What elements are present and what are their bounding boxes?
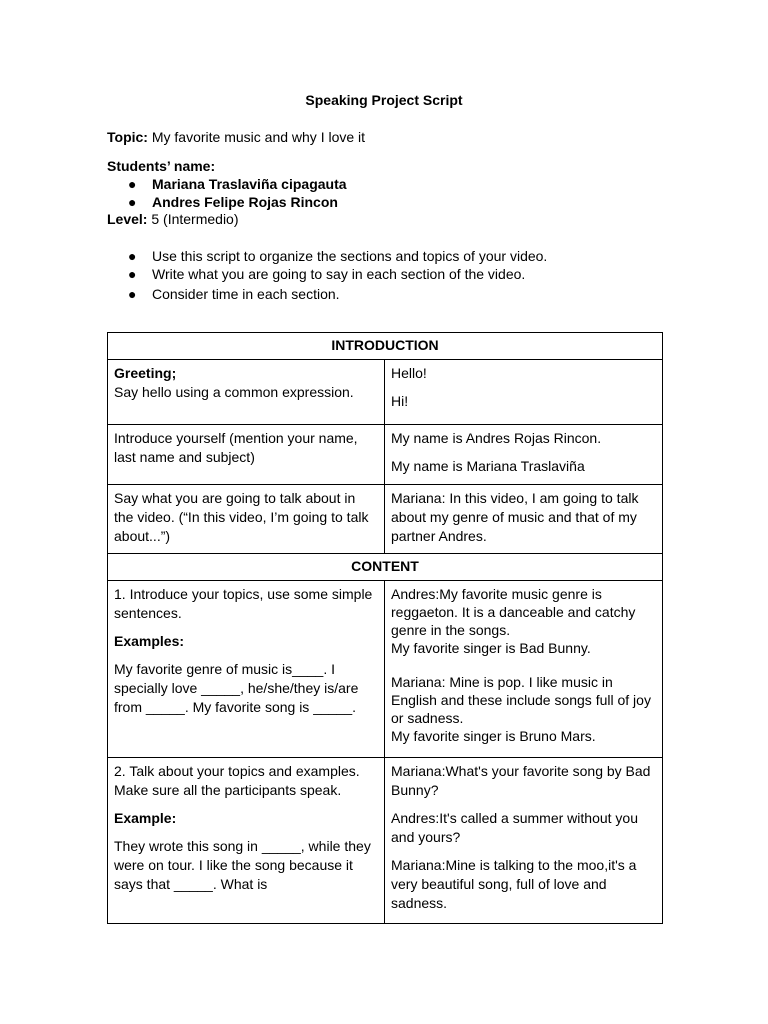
- topics-answer: Andres:My favorite music genre is reggaeton. It is a danceable and catchy genre in the songs.: [391, 586, 636, 638]
- topic-value: My favorite music and why I love it: [151, 129, 366, 145]
- bullet-icon: ●: [128, 286, 137, 302]
- talk-about-answer-cell: [385, 485, 663, 554]
- topics-answer: My favorite singer is Bruno Mars.: [391, 728, 596, 744]
- table-row: [108, 581, 663, 758]
- students-label: Students’ name:: [107, 158, 216, 174]
- level-value: 5 (Intermedio): [151, 211, 239, 227]
- student-name-item: [128, 194, 338, 211]
- topic-label: Topic:: [107, 129, 148, 145]
- bullet-icon: ●: [128, 266, 137, 282]
- introduce-prompt: Introduce yourself (mention your name, last name and subject): [114, 430, 358, 465]
- instruction-text: Use this script to organize the sections and topics of your video.: [152, 248, 548, 264]
- topics-answer: My favorite singer is Bad Bunny.: [391, 640, 591, 656]
- talk-topics-example: They wrote this song in _____, while they were on tour. I like the song because it says that _____. What is: [114, 838, 371, 892]
- script-table: [107, 332, 663, 924]
- examples-label: Examples:: [114, 633, 185, 649]
- greeting-prompt: Say hello using a common expression.: [114, 384, 354, 400]
- topics-answer-cell: [385, 581, 663, 758]
- instruction-text: Write what you are going to say in each section of the video.: [152, 266, 526, 282]
- instruction-item: [128, 266, 525, 283]
- greeting-answer: Hi!: [391, 393, 409, 409]
- introduce-answer-cell: [385, 425, 663, 485]
- introduce-answer: My name is Mariana Traslaviña: [391, 458, 585, 474]
- student-name: Andres Felipe Rojas Rincon: [152, 194, 338, 210]
- greeting-label: Greeting;: [114, 365, 177, 381]
- talk-topics-prompt-cell: [108, 758, 385, 924]
- talk-about-prompt-cell: [108, 485, 385, 554]
- instruction-text: Consider time in each section.: [152, 286, 340, 302]
- instruction-item: [128, 248, 547, 265]
- talk-topics-answer-cell: [385, 758, 663, 924]
- table-row: [108, 758, 663, 924]
- talk-topics-answer: Andres:It's called a summer without you and yours?: [391, 810, 639, 845]
- talk-topics-answer: Mariana:What's your favorite song by Bad Bunny?: [391, 763, 651, 798]
- bullet-icon: ●: [128, 176, 137, 192]
- topic-line: [107, 129, 365, 146]
- talk-topics-prompt: 2. Talk about your topics and examples. Make sure all the participants speak.: [114, 763, 360, 798]
- table-row: [108, 485, 663, 554]
- document-title: Speaking Project Script: [305, 92, 463, 108]
- level-label: Level:: [107, 211, 148, 227]
- topics-prompt: 1. Introduce your topics, use some simple sentences.: [114, 586, 373, 621]
- student-name: Mariana Traslaviña cipagauta: [152, 176, 347, 192]
- table-row: [108, 554, 663, 581]
- topics-answer: Mariana: Mine is pop. I like music in English and these include songs full of joy or sadness.: [391, 674, 651, 726]
- instruction-item: [128, 286, 340, 303]
- greeting-answer-cell: [385, 360, 663, 425]
- topics-prompt-cell: [108, 581, 385, 758]
- bullet-icon: ●: [128, 194, 137, 210]
- talk-topics-answer: Mariana:Mine is talking to the moo,it's a very beautiful song, full of love and sadness.: [391, 857, 637, 911]
- greeting-answer: Hello!: [391, 365, 427, 381]
- topics-example: My favorite genre of music is____. I specially love _____, he/she/they is/are from _____. My favorite song is _____.: [114, 661, 359, 715]
- introduce-answer: My name is Andres Rojas Rincon.: [391, 430, 602, 446]
- student-name-item: [128, 176, 347, 193]
- content-header: CONTENT: [108, 554, 663, 581]
- introduction-header: INTRODUCTION: [108, 333, 663, 360]
- example-label: Example:: [114, 810, 177, 826]
- table-row: [108, 360, 663, 425]
- table-row: [108, 425, 663, 485]
- level-line: [107, 211, 239, 228]
- bullet-icon: ●: [128, 248, 137, 264]
- table-row: [108, 333, 663, 360]
- introduce-prompt-cell: [108, 425, 385, 485]
- greeting-prompt-cell: [108, 360, 385, 425]
- talk-about-answer: Mariana: In this video, I am going to talk about my genre of music and that of my partner Andres.: [391, 490, 639, 544]
- talk-about-prompt: Say what you are going to talk about in the video. (“In this video, I’m going to talk about...”): [114, 490, 369, 544]
